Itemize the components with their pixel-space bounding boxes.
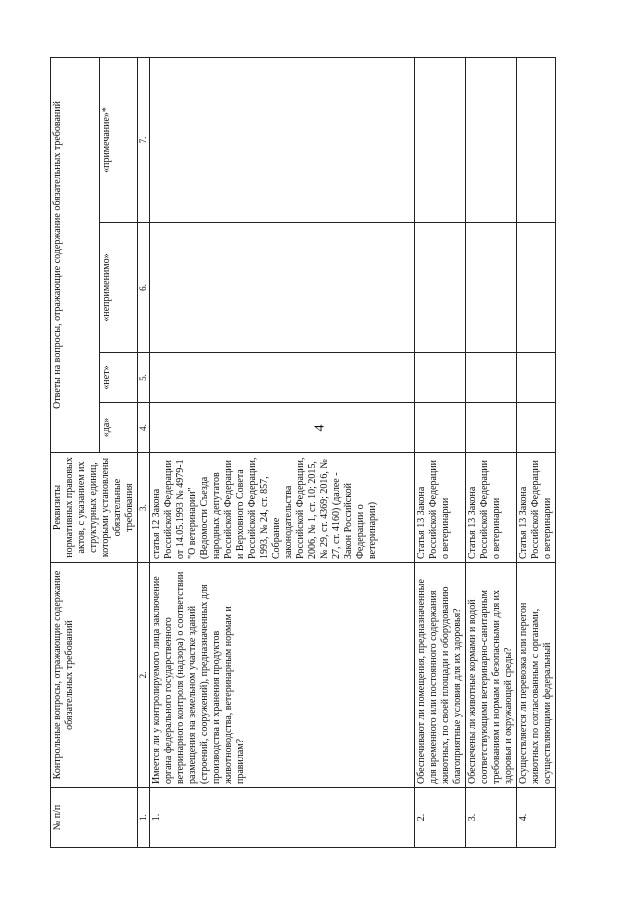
answer-no-cell[interactable]: [465, 353, 516, 403]
answer-not-applicable-cell[interactable]: [516, 223, 555, 353]
row-reference: Статья 13 Закона Российской Федерации о ветеринарии: [465, 453, 516, 563]
column-number: 6.: [138, 223, 150, 353]
table-row: [149, 57, 414, 847]
row-number: 4.: [516, 788, 555, 848]
table-row: [465, 57, 516, 847]
table-row: [414, 57, 465, 847]
answer-no-cell[interactable]: [149, 353, 414, 403]
row-reference: Статья 13 Закона Российской Федерации о ветеринарии: [414, 453, 465, 563]
checklist-table: [50, 57, 556, 848]
header-question: Контрольные вопросы, отражающие содержание обязательных требований: [51, 563, 138, 788]
column-number: 7.: [138, 57, 150, 222]
column-numbers-row: [138, 57, 150, 847]
answer-not-applicable-cell[interactable]: [414, 223, 465, 353]
column-number: 2.: [138, 563, 150, 788]
row-question: Обеспечены ли животные кормами и водой соответствующими ветеринарно-санитарным требованиям и нормам и безопасными для их здоровья и окружающей среды?: [465, 563, 516, 788]
answer-yes-cell[interactable]: [516, 403, 555, 453]
answer-yes-cell[interactable]: [414, 403, 465, 453]
header-answers-group: Ответы на вопросы, отражающие содержание обязательных требований: [51, 57, 100, 452]
row-number: 1.: [149, 788, 414, 848]
answer-no-cell[interactable]: [414, 353, 465, 403]
header-row: [51, 57, 100, 847]
checklist-sheet: [50, 58, 590, 848]
row-reference: Статья 13 Закона Российской Федерации о ветеринарии: [516, 453, 555, 563]
header-reference: Реквизиты нормативных правовых актов, с указанием их структурных единиц, которыми установлены обязательные требования: [51, 453, 138, 563]
answer-note-cell[interactable]: [149, 57, 414, 222]
column-number: 4.: [138, 403, 150, 453]
answer-note-cell[interactable]: [516, 57, 555, 222]
row-number: 3.: [465, 788, 516, 848]
header-no: «нет»: [99, 353, 137, 403]
column-number: 5.: [138, 353, 150, 403]
answer-note-cell[interactable]: [465, 57, 516, 222]
answer-yes-cell[interactable]: [149, 403, 414, 453]
column-number: 3.: [138, 453, 150, 563]
header-yes: «да»: [99, 403, 137, 453]
row-question: Имеется ли у контролируемого лица заключение органа федерального государственного ветеринарного контроля (надзора) о соответствии размещения на земельном участке зданий (строений, сооружений), предназначенных для производства и хранения продуктов животноводства, ветеринарным нормам и правилам?: [149, 563, 414, 788]
row-question: Обеспечивают ли помещения, предназначенные для временного или постоянного содержания животных, по своей площади и оборудованию благоприятные условия для их здоровья?: [414, 563, 465, 788]
answer-yes-cell[interactable]: [465, 403, 516, 453]
row-reference: статья 12 Закона Российской Федерации от 14.05.1993 № 4979-1 "О ветеринарии" (Ведомости Съезда народных депутатов Российской Федерации и Верховного Совета Российской Федерации, 1993, № 24, ст. 857, Собрание законодательства Российской Федерации, 2006, № 1, ст. 10; 2015, № 29, ст. 4369; 2016, № 27, ст. 4160) (далее - Закон Российской Федерации о ветеринарии): [149, 453, 414, 563]
header-not-applicable: «неприменимо»: [99, 223, 137, 353]
column-number: 1.: [138, 788, 150, 848]
answer-not-applicable-cell[interactable]: [465, 223, 516, 353]
table-row: [516, 57, 555, 847]
row-number: 2.: [414, 788, 465, 848]
answer-no-cell[interactable]: [516, 353, 555, 403]
header-note: «примечание»*: [99, 57, 137, 222]
answer-note-cell[interactable]: [414, 57, 465, 222]
answer-not-applicable-cell[interactable]: [149, 223, 414, 353]
page-number: 4: [312, 424, 328, 432]
row-question: Осуществляется ли перевозка или перегон животных по согласованным с органами, осуществляющими федеральный: [516, 563, 555, 788]
header-number: № п/п: [51, 788, 138, 848]
